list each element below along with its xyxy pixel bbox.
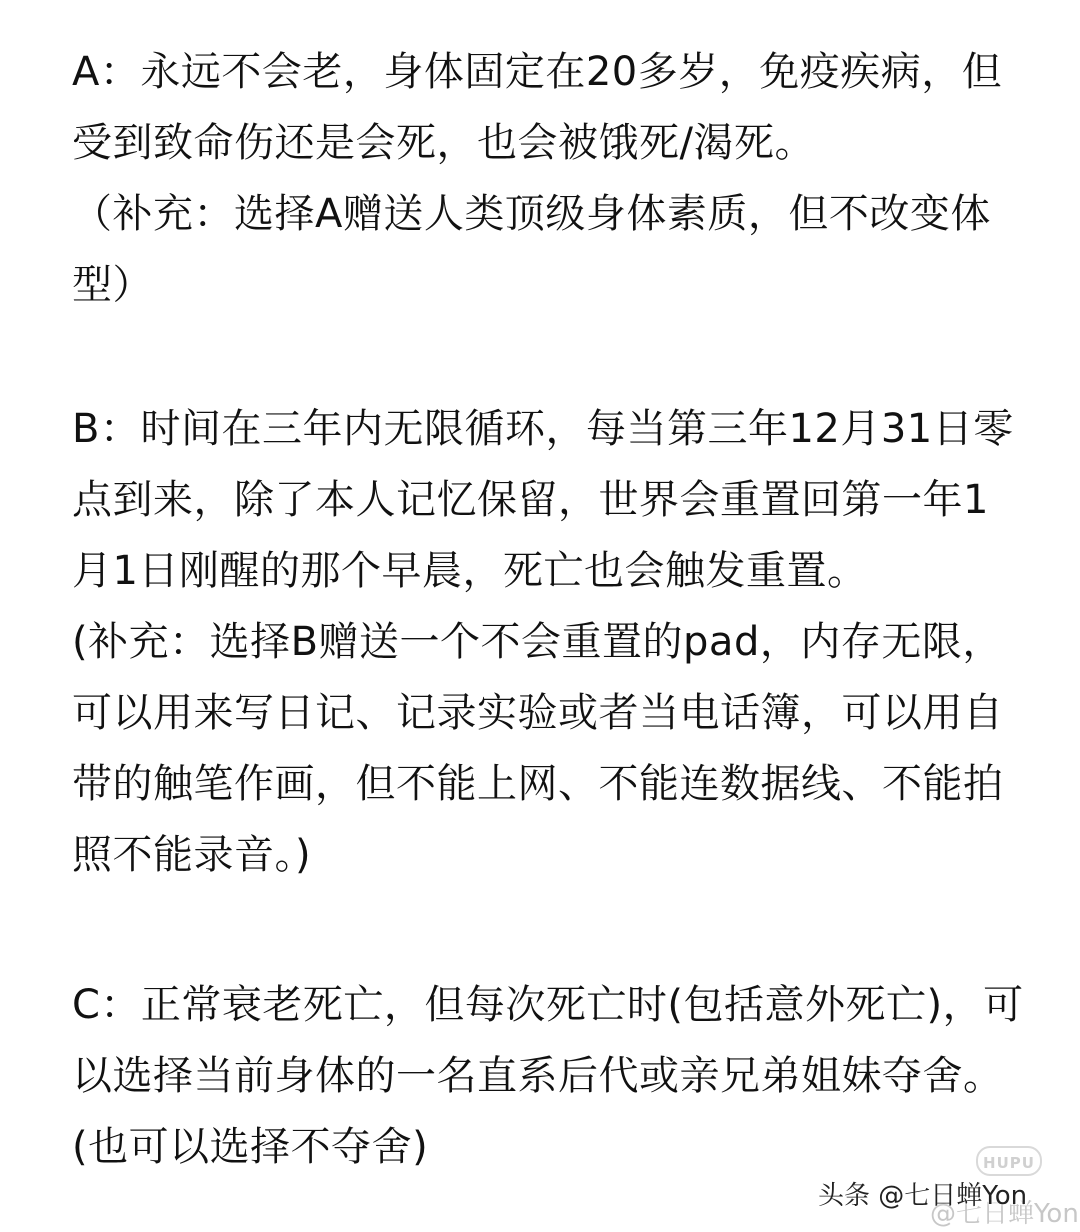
- paragraph-b-line-4: (补充：选择B赠送一个不会重置的pad，内存无限，: [72, 619, 1003, 665]
- hupu-watermark: HUPU: [976, 1146, 1042, 1176]
- paragraph-a-line-4: 型）: [72, 262, 153, 308]
- paragraph-c-line-1: C：正常衰老死亡，但每次死亡时(包括意外死亡)，可: [72, 982, 1024, 1028]
- paragraph-b-line-1: B：时间在三年内无限循环，每当第三年12月31日零: [72, 406, 1014, 452]
- paragraph-b-line-5: 可以用来写日记、记录实验或者当电话簿，可以用自: [72, 690, 1004, 736]
- toutiao-watermark: 头条 @七日蝉Yon: [818, 1181, 1028, 1211]
- paragraph-b-line-2: 点到来，除了本人记忆保留，世界会重置回第一年1: [72, 477, 989, 523]
- faint-watermark: @七日蝉Yon: [930, 1199, 1079, 1229]
- paragraph-a-line-3: （补充：选择A赠送人类顶级身体素质，但不改变体: [72, 191, 991, 237]
- paragraph-c-line-2: 以选择当前身体的一名直系后代或亲兄弟姐妹夺舍。: [72, 1053, 1004, 1099]
- paragraph-c-line-3: (也可以选择不夺舍): [72, 1124, 429, 1170]
- paragraph-b-line-6: 带的触笔作画，但不能上网、不能连数据线、不能拍: [72, 761, 1004, 807]
- paragraph-b-line-3: 月1日刚醒的那个早晨，死亡也会触发重置。: [72, 548, 868, 594]
- paragraph-a-line-2: 受到致命伤还是会死，也会被饿死/渴死。: [72, 120, 815, 166]
- paragraph-b-line-7: 照不能录音。): [72, 832, 312, 878]
- paragraph-a-line-1: A：永远不会老，身体固定在20多岁，免疫疾病，但: [72, 49, 1003, 95]
